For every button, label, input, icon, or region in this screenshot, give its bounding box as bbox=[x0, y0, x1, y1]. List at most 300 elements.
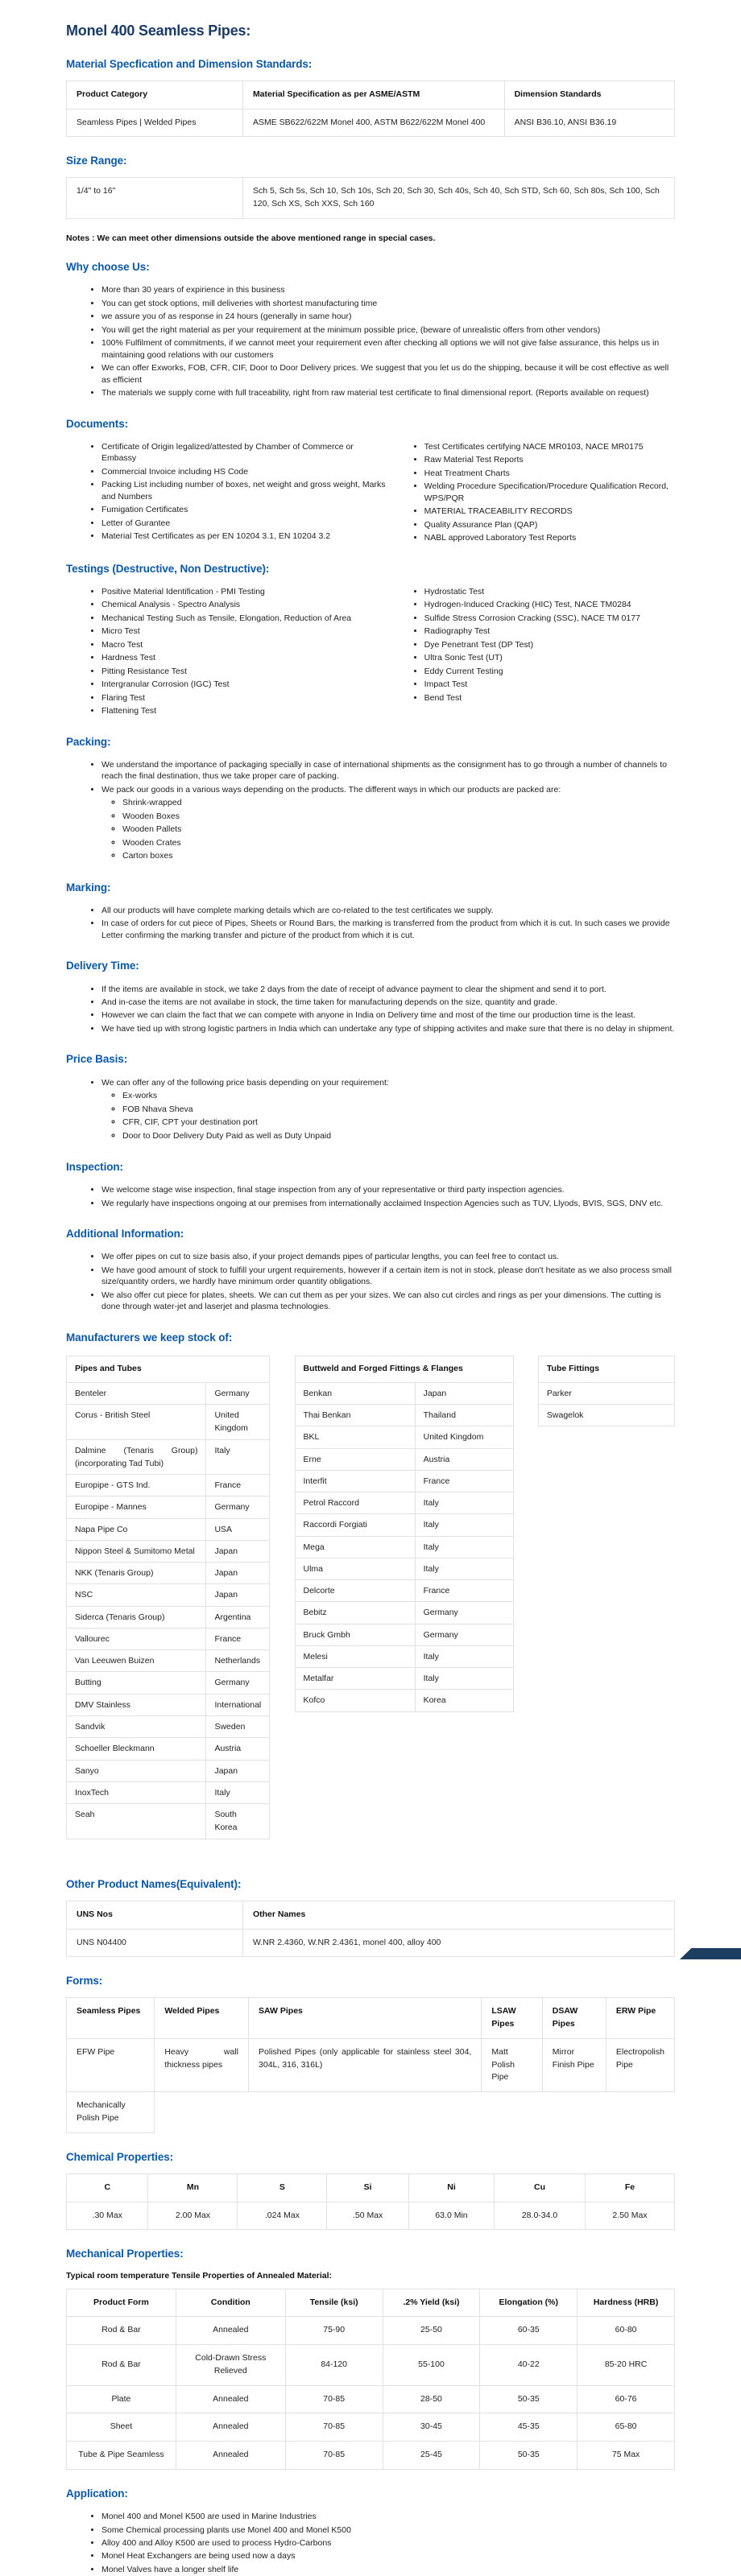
list-item: • You will get the right material as per your requirement at the minimum possible price, (beware of unrealistic offers from other vendors) bbox=[101, 324, 675, 336]
table-row bbox=[295, 1448, 513, 1470]
table-row bbox=[67, 1716, 270, 1738]
section-heading-other-names: Other Product Names(Equivalent): bbox=[66, 1877, 242, 1890]
size-range-table bbox=[66, 177, 675, 219]
section-price-basis bbox=[66, 1053, 675, 1143]
table-cell: 60-76 bbox=[577, 2385, 675, 2413]
list-item: • Test Certificates certifying NACE MR0103, NACE MR0175 bbox=[424, 440, 675, 453]
manufacturer-country: Japan bbox=[206, 1760, 270, 1781]
table-cell: 2.00 Max bbox=[148, 2202, 238, 2230]
column-header: Ni bbox=[408, 2174, 494, 2202]
section-documents bbox=[66, 418, 675, 545]
manufacturer-name: Napa Pipe Co bbox=[67, 1518, 206, 1540]
empty-cell bbox=[249, 2092, 482, 2133]
table-cell: 28.0-34.0 bbox=[495, 2202, 586, 2230]
table-row bbox=[295, 1426, 513, 1448]
table-row bbox=[67, 1804, 270, 1839]
list-item bbox=[101, 783, 675, 864]
manufacturer-country: Germany bbox=[415, 1602, 513, 1624]
table-cell: 60-35 bbox=[480, 2317, 577, 2345]
list-item: • Impact Test bbox=[424, 678, 675, 691]
table-cell: 55-100 bbox=[383, 2345, 480, 2386]
list-item: • We welcome stage wise inspection, final stage inspection from any of your representative or third party inspection agencies. bbox=[101, 1183, 675, 1196]
list-item-text: We pack our goods in a various ways depending on the products. The different ways in which our products are packed are: bbox=[101, 784, 561, 795]
manufacturer-country: Japan bbox=[206, 1563, 270, 1584]
table-row bbox=[67, 1694, 270, 1715]
list-item: • Intergranular Corrosion (IGC) Test bbox=[101, 678, 389, 691]
table-header-row bbox=[67, 2289, 675, 2317]
table-cell: Matt Polish Pipe bbox=[482, 2038, 542, 2091]
manufacturer-name: Vallourec bbox=[67, 1628, 206, 1649]
table-cell: UNS N04400 bbox=[67, 1929, 243, 1957]
list-item: • We have tied up with strong logistic partners in India which can undertake any type of shipping activites and make sure that there is no delay in shipment. bbox=[101, 1022, 675, 1035]
list-item: • Welding Procedure Specification/Procedure Qualification Record, WPS/PQR bbox=[424, 480, 675, 505]
manufacturer-name: Raccordi Forgiati bbox=[295, 1514, 415, 1536]
list-item: • Material Test Certificates as per EN 10204 3.1, EN 10204 3.2 bbox=[101, 530, 389, 543]
column-header: Tensile (ksi) bbox=[285, 2289, 383, 2317]
list-item: ◦ Door to Door Delivery Duty Paid as well as Duty Unpaid bbox=[122, 1129, 675, 1142]
table-row bbox=[67, 2038, 675, 2091]
manufacturer-name: Interfit bbox=[295, 1470, 415, 1492]
section-inspection bbox=[66, 1161, 675, 1210]
table-cell: 28-50 bbox=[383, 2385, 480, 2413]
manufacturer-country: Germany bbox=[206, 1382, 270, 1404]
table-row bbox=[67, 2092, 675, 2133]
table-row bbox=[295, 1536, 513, 1558]
table-row bbox=[67, 178, 675, 219]
column-header: LSAW Pipes bbox=[482, 1998, 542, 2039]
table-row bbox=[67, 2345, 675, 2386]
section-other-names bbox=[66, 1878, 675, 1958]
manufacturer-country: Italy bbox=[415, 1558, 513, 1579]
manufacturer-country: Japan bbox=[415, 1382, 513, 1404]
list-item: • We have good amount of stock to fulfill your urgent requirements, however if a certain item is not in stock, please don't hesitate as we also process small size/quantity orders, we hardly have minimum order quantity obligations. bbox=[101, 1264, 675, 1289]
section-additional-info bbox=[66, 1228, 675, 1314]
list-item: ◦ CFR, CIF, CPT your destination port bbox=[122, 1116, 675, 1129]
manufacturer-name: Nippon Steel & Sumitomo Metal bbox=[67, 1540, 206, 1562]
section-material-spec bbox=[66, 58, 675, 138]
table-header-row bbox=[67, 1901, 675, 1929]
column-header: SAW Pipes bbox=[249, 1998, 482, 2039]
packing-list bbox=[66, 758, 675, 864]
table-title: Pipes and Tubes bbox=[67, 1356, 270, 1383]
table-cell: 84-120 bbox=[285, 2345, 383, 2386]
list-item: ◦ Shrink-wrapped bbox=[122, 796, 675, 809]
manufacturer-name: Van Leeuwen Buizen bbox=[67, 1650, 206, 1672]
manufacturer-country: Italy bbox=[415, 1514, 513, 1536]
list-item: • All our products will have complete marking details which are co-related to the test certificates we supply. bbox=[101, 904, 675, 917]
list-item: ◦ FOB Nhava Sheva bbox=[122, 1103, 675, 1116]
table-cell: Annealed bbox=[176, 2385, 285, 2413]
manufacturer-name: Seah bbox=[67, 1804, 206, 1839]
column-header: Fe bbox=[585, 2174, 674, 2202]
manufacturer-country: Germany bbox=[206, 1672, 270, 1694]
manufacturer-country: Italy bbox=[415, 1668, 513, 1690]
manufacturer-name: Corus - British Steel bbox=[67, 1405, 206, 1440]
manufacturer-name: Europipe - Mannes bbox=[67, 1496, 206, 1518]
list-item: • Positive Material Identification - PMI Testing bbox=[101, 585, 389, 598]
table-row bbox=[67, 2317, 675, 2345]
column-header: Product Category bbox=[67, 80, 243, 109]
manufacturer-country: France bbox=[206, 1628, 270, 1649]
table-header-row bbox=[295, 1356, 513, 1383]
table-header-row bbox=[538, 1356, 674, 1383]
why-choose-us-list bbox=[66, 283, 675, 399]
manufacturer-country: Italy bbox=[206, 1439, 270, 1475]
table-header-row bbox=[67, 2174, 675, 2202]
table-row bbox=[295, 1602, 513, 1624]
manufacturer-country: Germany bbox=[415, 1624, 513, 1645]
pipes-tubes-table bbox=[66, 1356, 270, 1839]
testings-list-left bbox=[66, 585, 389, 718]
empty-cell bbox=[606, 2092, 674, 2133]
column-header: Condition bbox=[176, 2289, 285, 2317]
list-item: • Eddy Current Testing bbox=[424, 665, 675, 678]
list-item: • You can get stock options, mill deliveries with shortest manufacturing time bbox=[101, 297, 675, 310]
manufacturer-country: Italy bbox=[415, 1536, 513, 1558]
column-header: Hardness (HRB) bbox=[577, 2289, 675, 2317]
manufacturer-name: Siderca (Tenaris Group) bbox=[67, 1606, 206, 1628]
table-cell: 63.0 Min bbox=[408, 2202, 494, 2230]
manufacturer-name: DMV Stainless bbox=[67, 1694, 206, 1715]
manufacturer-name: Kofco bbox=[295, 1690, 415, 1711]
table-row bbox=[67, 1405, 270, 1440]
column-header: Dimension Standards bbox=[504, 80, 674, 109]
testings-left-column bbox=[66, 585, 389, 718]
table-cell: 25-45 bbox=[383, 2442, 480, 2470]
table-row bbox=[67, 1650, 270, 1672]
column-header: Cu bbox=[495, 2174, 586, 2202]
section-delivery-time bbox=[66, 960, 675, 1035]
manufacturer-country: France bbox=[415, 1580, 513, 1602]
column-header: Product Form bbox=[67, 2289, 176, 2317]
table-row bbox=[295, 1690, 513, 1711]
price-basis-sub-list bbox=[101, 1089, 675, 1142]
list-item: • Fumigation Certificates bbox=[101, 503, 389, 516]
manufacturer-country: Austria bbox=[206, 1738, 270, 1760]
manufacturer-name: Schoeller Bleckmann bbox=[67, 1738, 206, 1760]
list-item: • In case of orders for cut piece of Pipes, Sheets or Round Bars, the marking is transferred from the product from which it is cut. In such cases we provide Letter confirming the marking transfer and picture of the product from which it is cut. bbox=[101, 917, 675, 942]
additional-info-list bbox=[66, 1250, 675, 1313]
table-cell: Heavy wall thickness pipes bbox=[155, 2038, 249, 2091]
size-range-note: Notes : We can meet other dimensions outside the above mentioned range in special cases. bbox=[66, 233, 436, 243]
section-heading-delivery-time: Delivery Time: bbox=[66, 960, 139, 972]
table-row bbox=[295, 1514, 513, 1536]
list-item: • Mechanical Testing Such as Tensile, Elongation, Reduction of Area bbox=[101, 612, 389, 625]
section-heading-additional-info: Additional Information: bbox=[66, 1228, 184, 1241]
column-header: S bbox=[238, 2174, 327, 2202]
section-forms bbox=[66, 1975, 675, 2132]
manufacturer-name: Benteler bbox=[67, 1382, 206, 1404]
column-header: Si bbox=[327, 2174, 408, 2202]
table-cell: ANSI B36.10, ANSI B36.19 bbox=[504, 109, 674, 137]
list-item: • Heat Treatment Charts bbox=[424, 467, 675, 480]
table-row bbox=[295, 1382, 513, 1404]
manufacturer-country: France bbox=[415, 1470, 513, 1492]
list-item: • we assure you of as response in 24 hours (generally in same hour) bbox=[101, 310, 675, 323]
list-item: • Macro Test bbox=[101, 638, 389, 651]
section-packing bbox=[66, 736, 675, 864]
list-item-text: We can offer any of the following price basis depending on your requirement: bbox=[101, 1077, 389, 1088]
section-heading-material-spec: Material Specfication and Dimension Standards: bbox=[66, 57, 313, 70]
section-heading-manufacturers: Manufacturers we keep stock of: bbox=[66, 1331, 233, 1344]
list-item: • Hydrogen-Induced Cracking (HIC) Test, NACE TM0284 bbox=[424, 598, 675, 611]
list-item: • Hydrostatic Test bbox=[424, 585, 675, 598]
list-item: • However we can claim the fact that we can compete with anyone in India on Delivery time and most of the time our production time is the least. bbox=[101, 1009, 675, 1022]
manufacturer-country: Italy bbox=[206, 1781, 270, 1803]
table-row bbox=[67, 1672, 270, 1694]
empty-cell bbox=[542, 2092, 606, 2133]
table-cell: Polished Pipes (only applicable for stainless steel 304, 304L, 316, 316L) bbox=[249, 2038, 482, 2091]
manufacturer-name: Petrol Raccord bbox=[295, 1492, 415, 1514]
manufacturer-country: South Korea bbox=[206, 1804, 270, 1839]
manufacturer-country: United Kingdom bbox=[206, 1405, 270, 1440]
section-mechanical bbox=[66, 2248, 675, 2469]
table-row bbox=[67, 1540, 270, 1562]
section-heading-chemical: Chemical Properties: bbox=[66, 2150, 174, 2163]
list-item: • We offer pipes on cut to size basis also, if your project demands pipes of particular lengths, you can feel free to contact us. bbox=[101, 1250, 675, 1263]
table-row bbox=[67, 1382, 270, 1404]
manufacturer-name: Metalfar bbox=[295, 1668, 415, 1690]
table-row bbox=[67, 1760, 270, 1781]
table-cell: 40-22 bbox=[480, 2345, 577, 2386]
table-header-row bbox=[67, 1998, 675, 2039]
manufacturer-name: Butting bbox=[67, 1672, 206, 1694]
column-header: UNS Nos bbox=[67, 1901, 243, 1929]
table-cell: 75-90 bbox=[285, 2317, 383, 2345]
table-cell: Cold-Drawn Stress Relieved bbox=[176, 2345, 285, 2386]
manufacturer-country: Japan bbox=[206, 1584, 270, 1606]
list-item: • Chemical Analysis - Spectro Analysis bbox=[101, 598, 389, 611]
manufacturer-name: Melesi bbox=[295, 1645, 415, 1667]
list-item: • Flattening Test bbox=[101, 704, 389, 717]
table-cell: .30 Max bbox=[67, 2202, 148, 2230]
section-heading-mechanical: Mechanical Properties: bbox=[66, 2248, 184, 2260]
table-row bbox=[295, 1558, 513, 1579]
section-heading-testings: Testings (Destructive, Non Destructive): bbox=[66, 562, 270, 575]
table-cell: 65-80 bbox=[577, 2413, 675, 2442]
table-cell: 85-20 HRC bbox=[577, 2345, 675, 2386]
table-cell: 45-35 bbox=[480, 2413, 577, 2442]
list-item: • We can offer Exworks, FOB, CFR, CIF, Door to Door Delivery prices. We suggest that you let us do the shipping, because it will be cost effective as well as efficient bbox=[101, 361, 675, 386]
column-header: Elongation (%) bbox=[480, 2289, 577, 2317]
list-item: ◦ Carton boxes bbox=[122, 849, 675, 862]
list-item: • If the items are available in stock, we take 2 days from the date of receipt of advance payment to clear the shipment and send it to port. bbox=[101, 983, 675, 996]
manufacturer-country: International bbox=[206, 1694, 270, 1715]
manufacturer-country: Japan bbox=[206, 1540, 270, 1562]
manufacturer-name: Erne bbox=[295, 1448, 415, 1470]
section-application bbox=[66, 2487, 675, 2576]
manufacturer-country: Netherlands bbox=[206, 1650, 270, 1672]
table-row bbox=[67, 1439, 270, 1475]
list-item: • Commercial Invoice including HS Code bbox=[101, 465, 389, 478]
list-item: • Flaring Test bbox=[101, 691, 389, 704]
column-header: Seamless Pipes bbox=[67, 1998, 155, 2039]
manufacturer-country: Austria bbox=[415, 1448, 513, 1470]
manufacturer-name: Europipe - GTS Ind. bbox=[67, 1475, 206, 1496]
table-cell: Sch 5, Sch 5s, Sch 10, Sch 10s, Sch 20, Sch 30, Sch 40s, Sch 40, Sch STD, Sch 60, Sch 80s, Sch 100, Sch 120, Sch XS, Sch XXS, Sch 160 bbox=[242, 178, 674, 219]
manufacturer-name: Delcorte bbox=[295, 1580, 415, 1602]
table-cell: Annealed bbox=[176, 2413, 285, 2442]
table-cell: Mechanically Polish Pipe bbox=[67, 2092, 155, 2133]
list-item: • Bend Test bbox=[424, 691, 675, 704]
other-names-table bbox=[66, 1901, 675, 1958]
table-cell: Sheet bbox=[67, 2413, 176, 2442]
list-item: • Radiography Test bbox=[424, 625, 675, 638]
table-row bbox=[538, 1382, 674, 1404]
section-manufacturers bbox=[66, 1331, 675, 1839]
table-cell: Annealed bbox=[176, 2442, 285, 2470]
table-cell: EFW Pipe bbox=[67, 2038, 155, 2091]
manufacturer-country: USA bbox=[206, 1518, 270, 1540]
chemical-properties-table bbox=[66, 2174, 675, 2231]
list-item: • NABL approved Laboratory Test Reports bbox=[424, 531, 675, 544]
manufacturer-country: United Kingdom bbox=[415, 1426, 513, 1448]
price-basis-list bbox=[66, 1076, 675, 1143]
column-header: ERW Pipe bbox=[606, 1998, 674, 2039]
list-item: • Dye Penetrant Test (DP Test) bbox=[424, 638, 675, 651]
column-header: C bbox=[67, 2174, 148, 2202]
manufacturer-name: BKL bbox=[295, 1426, 415, 1448]
section-heading-size-range: Size Range: bbox=[66, 155, 127, 167]
table-row bbox=[67, 1475, 270, 1496]
list-item: • Ultra Sonic Test (UT) bbox=[424, 651, 675, 664]
list-item: • Quality Assurance Plan (QAP) bbox=[424, 518, 675, 531]
table-cell: 30-45 bbox=[383, 2413, 480, 2442]
table-title: Buttweld and Forged Fittings & Flanges bbox=[295, 1356, 513, 1383]
section-heading-marking: Marking: bbox=[66, 881, 111, 894]
list-item: • Raw Material Test Reports bbox=[424, 453, 675, 466]
delivery-time-list bbox=[66, 983, 675, 1036]
table-cell: Annealed bbox=[176, 2317, 285, 2345]
table-cell: 50-35 bbox=[480, 2442, 577, 2470]
manufacturer-name: NKK (Tenaris Group) bbox=[67, 1563, 206, 1584]
list-item: • Monel 400 and Monel K500 are used in Marine Industries bbox=[101, 2510, 675, 2523]
table-cell: Tube & Pipe Seamless bbox=[67, 2442, 176, 2470]
manufacturer-name: Sanyo bbox=[67, 1760, 206, 1781]
table-row bbox=[295, 1492, 513, 1514]
section-heading-why-choose-us: Why choose Us: bbox=[66, 260, 150, 273]
table-row bbox=[67, 1518, 270, 1540]
table-cell: ASME SB622/622M Monel 400, ASTM B622/622M Monel 400 bbox=[242, 109, 504, 137]
table-cell: Seamless Pipes | Welded Pipes bbox=[67, 109, 243, 137]
table-cell: Rod & Bar bbox=[67, 2345, 176, 2386]
list-item: • Packing List including number of boxes, net weight and gross weight, Marks and Numbers bbox=[101, 478, 389, 503]
section-heading-price-basis: Price Basis: bbox=[66, 1053, 128, 1066]
table-cell: 70-85 bbox=[285, 2385, 383, 2413]
table-cell: Mirror Finish Pipe bbox=[542, 2038, 606, 2091]
manufacturer-country: Thailand bbox=[415, 1405, 513, 1426]
table-row bbox=[67, 1738, 270, 1760]
section-chemical bbox=[66, 2151, 675, 2231]
list-item: • Alloy 400 and Alloy K500 are used to process Hydro-Carbons bbox=[101, 2537, 675, 2549]
table-row bbox=[67, 1563, 270, 1584]
list-item: • Pitting Resistance Test bbox=[101, 665, 389, 678]
table-row bbox=[67, 109, 675, 137]
list-item: • We also offer cut piece for plates, sheets. We can cut them as per your sizes. We can also cut circles and rings as per your dimensions. The cutting is done through water-jet and laserjet and plasma technologies. bbox=[101, 1289, 675, 1314]
list-item: • The materials we supply come with full traceability, right from raw material test certificate to final dimensional report. (Reports available on request) bbox=[101, 386, 675, 399]
column-header: Welded Pipes bbox=[155, 1998, 249, 2039]
manufacturer-country: Argentina bbox=[206, 1606, 270, 1628]
manufacturer-name: Benkan bbox=[295, 1382, 415, 1404]
manufacturer-name: Bruck Gmbh bbox=[295, 1624, 415, 1645]
table-row bbox=[295, 1668, 513, 1690]
table-row bbox=[67, 2202, 675, 2230]
empty-cell bbox=[482, 2092, 542, 2133]
documents-left-column bbox=[66, 440, 389, 545]
manufacturer-name: InoxTech bbox=[67, 1781, 206, 1803]
documents-right-column bbox=[389, 440, 675, 545]
inspection-list bbox=[66, 1183, 675, 1210]
table-row bbox=[67, 1606, 270, 1628]
list-item: • Monel Heat Exchangers are being used now a days bbox=[101, 2549, 675, 2562]
list-item: • Micro Test bbox=[101, 625, 389, 638]
empty-cell bbox=[155, 2092, 249, 2133]
page-title: Monel 400 Seamless Pipes: bbox=[66, 23, 251, 39]
table-row bbox=[295, 1405, 513, 1426]
table-cell: 2.50 Max bbox=[585, 2202, 674, 2230]
table-row bbox=[295, 1624, 513, 1645]
section-marking bbox=[66, 881, 675, 943]
manufacturer-name: Sandvik bbox=[67, 1716, 206, 1738]
section-why-choose-us bbox=[66, 261, 675, 400]
table-row bbox=[67, 1584, 270, 1606]
table-row bbox=[67, 2413, 675, 2442]
table-cell: .50 Max bbox=[327, 2202, 408, 2230]
list-item: • Certificate of Origin legalized/attested by Chamber of Commerce or Embassy bbox=[101, 440, 389, 465]
testings-right-column bbox=[389, 585, 675, 718]
mechanical-properties-table bbox=[66, 2289, 675, 2470]
packing-sub-list bbox=[101, 796, 675, 862]
table-row bbox=[295, 1645, 513, 1667]
list-item: ◦ Wooden Boxes bbox=[122, 810, 675, 823]
mechanical-note: Typical room temperature Tensile Properties of Annealed Material: bbox=[66, 2270, 333, 2281]
list-item: • Sulfide Stress Corrosion Cracking (SSC), NACE TM 0177 bbox=[424, 612, 675, 625]
section-testings bbox=[66, 563, 675, 718]
list-item: • We regularly have inspections ongoing at our premises from internationally acclaimed Inspection Agencies such as TUV, Llyods, BVIS, SGS, DNV etc. bbox=[101, 1197, 675, 1210]
column-header: DSAW Pipes bbox=[542, 1998, 606, 2039]
list-item: ◦ Wooden Pallets bbox=[122, 823, 675, 836]
table-row bbox=[67, 2442, 675, 2470]
table-header-row bbox=[67, 80, 675, 109]
list-item: ◦ Ex-works bbox=[122, 1089, 675, 1102]
list-item: • Hardness Test bbox=[101, 651, 389, 664]
manufacturer-name: NSC bbox=[67, 1584, 206, 1606]
table-cell: 75 Max bbox=[577, 2442, 675, 2470]
section-heading-packing: Packing: bbox=[66, 735, 111, 748]
table-cell: 50-35 bbox=[480, 2385, 577, 2413]
table-row bbox=[295, 1470, 513, 1492]
manufacturer-name: Parker bbox=[538, 1382, 674, 1404]
manufacturer-name: Dalmine (Tenaris Group) (incorporating Tad Tubi) bbox=[67, 1439, 206, 1475]
manufacturer-name: Mega bbox=[295, 1536, 415, 1558]
table-cell: Rod & Bar bbox=[67, 2317, 176, 2345]
material-spec-table bbox=[66, 80, 675, 138]
list-item: ◦ Wooden Crates bbox=[122, 836, 675, 849]
manufacturer-name: Swagelok bbox=[538, 1405, 674, 1426]
list-item: • And in-case the items are not availabe in stock, the time taken for manufacturing depends on the size, quantity and grade. bbox=[101, 996, 675, 1009]
table-title: Tube Fittings bbox=[538, 1356, 674, 1383]
section-heading-inspection: Inspection: bbox=[66, 1161, 123, 1174]
list-item: • Monel Valves have a longer shelf life bbox=[101, 2563, 675, 2576]
list-item: • We understand the importance of packaging specially in case of international shipments as the consignment has to go through a number of channels to reach the final destination, thus we take proper care of packing. bbox=[101, 758, 675, 783]
list-item: • MATERIAL TRACEABILITY RECORDS bbox=[424, 505, 675, 518]
column-header: .2% Yield (ksi) bbox=[383, 2289, 480, 2317]
table-cell: 70-85 bbox=[285, 2442, 383, 2470]
manufacturer-country: Germany bbox=[206, 1496, 270, 1518]
table-cell: .024 Max bbox=[238, 2202, 327, 2230]
table-row bbox=[295, 1580, 513, 1602]
table-row bbox=[538, 1405, 674, 1426]
